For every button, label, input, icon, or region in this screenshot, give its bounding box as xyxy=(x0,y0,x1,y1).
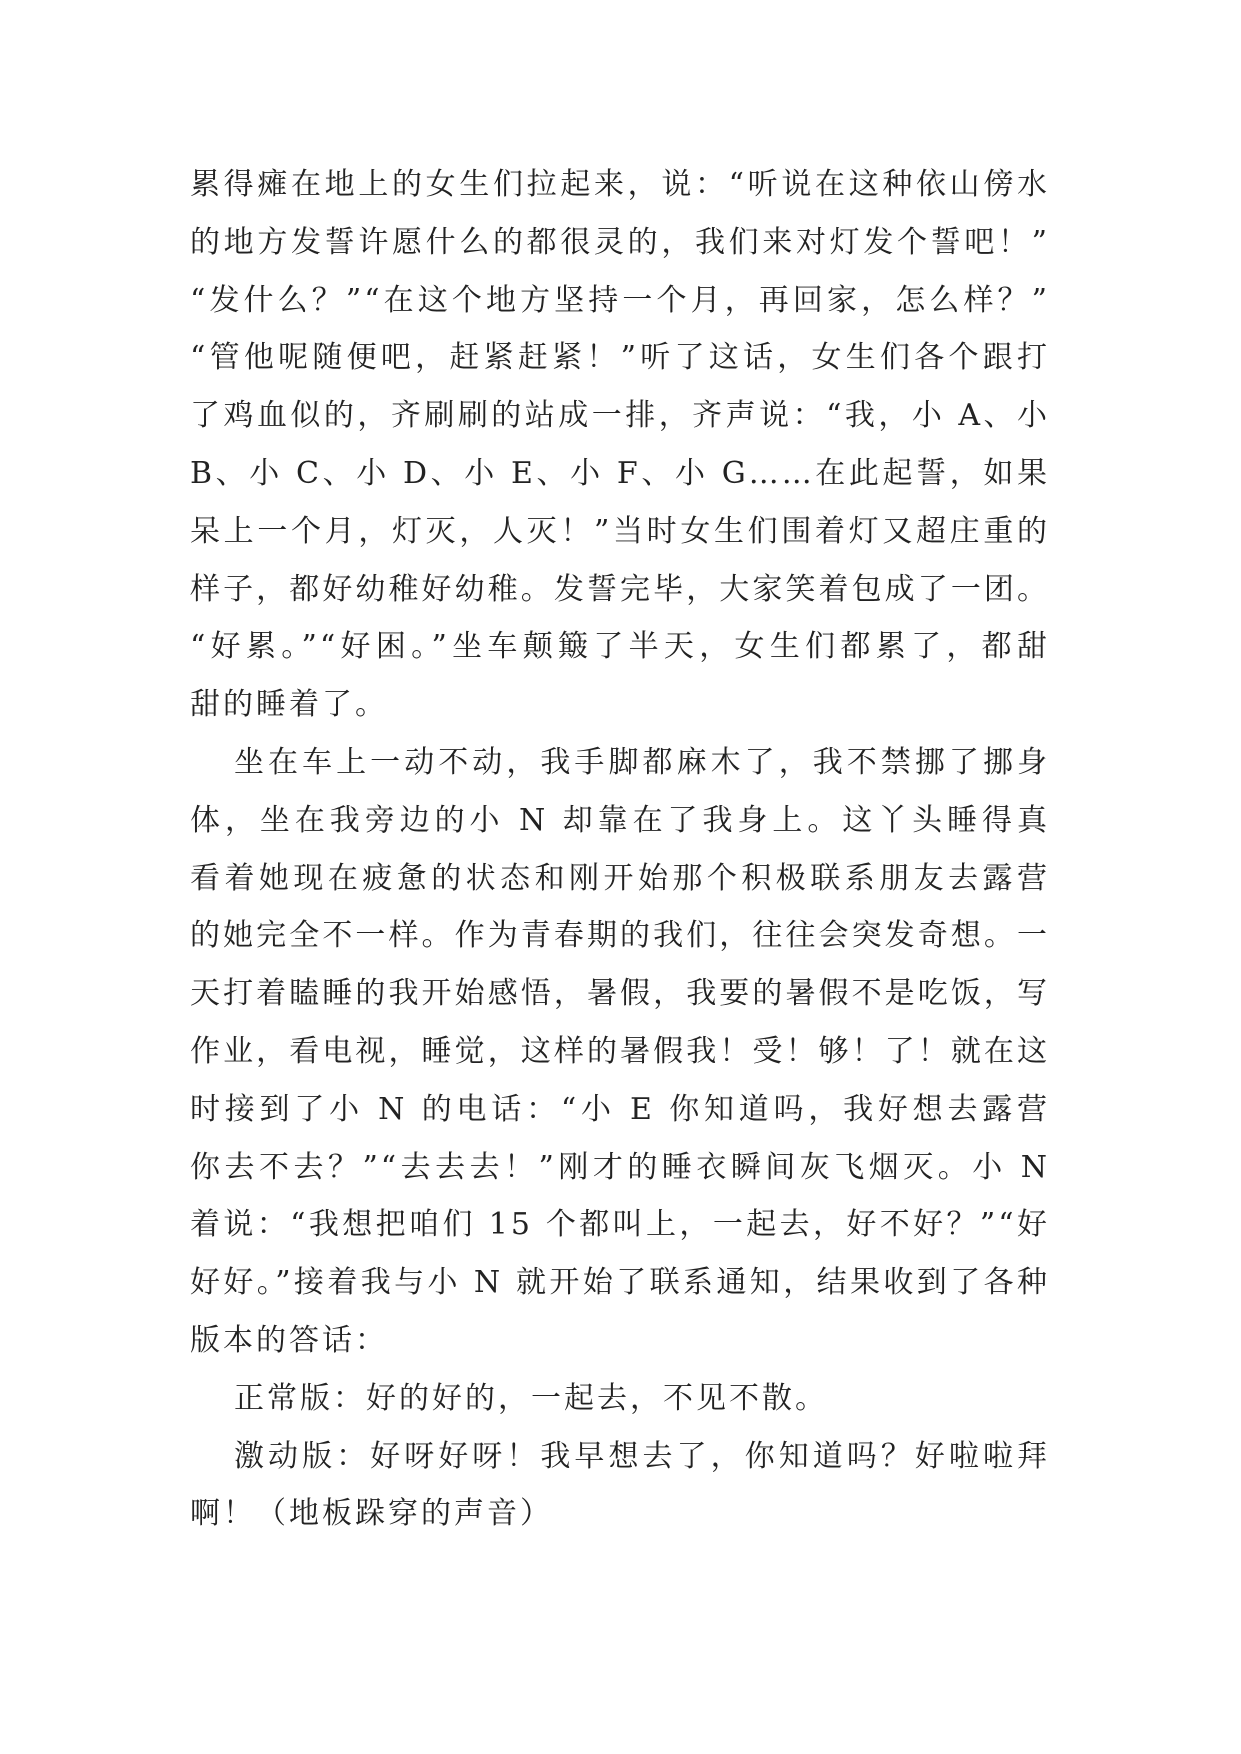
text-line: 天打着瞌睡的我开始感悟，暑假，我要的暑假不是吃饭，写 xyxy=(190,976,1050,1012)
text-line: 作业，看电视，睡觉，这样的暑假我！受！够！了！就在这 xyxy=(190,1033,1050,1069)
text-line: 版本的答话： xyxy=(190,1322,388,1358)
text-line: 时接到了小 N 的电话：“小 E 你知道吗，我好想去露营 xyxy=(190,1091,1050,1127)
text-line: 好好。”接着我与小 N 就开始了联系通知，结果收到了各种 xyxy=(190,1265,1050,1301)
text-line: 甜的睡着了。 xyxy=(190,687,388,723)
text-line: 激动版：好呀好呀！我早想去了，你知道吗？好啦啦拜 xyxy=(234,1438,1050,1474)
text-line: 着说：“我想把咱们 15 个都叫上，一起去，好不好？”“好 xyxy=(190,1207,1050,1243)
body-text xyxy=(190,156,1050,1543)
text-line: 了鸡血似的，齐刷刷的站成一排，齐声说：“我，小 A、小 xyxy=(190,398,1050,434)
text-line: 的她完全不一样。作为青春期的我们，往往会突发奇想。一 xyxy=(190,918,1050,954)
text-line: 坐在车上一动不动，我手脚都麻木了，我不禁挪了挪身 xyxy=(234,744,1050,780)
text-line: “好累。”“好困。”坐车颠簸了半天，女生们都累了，都甜 xyxy=(190,629,1050,665)
text-line: 累得瘫在地上的女生们拉起来，说：“听说在这种依山傍水 xyxy=(190,167,1050,202)
text-line: “发什么？”“在这个地方坚持一个月，再回家，怎么样？” xyxy=(190,282,1050,318)
text-line: 看着她现在疲惫的状态和刚开始那个积极联系朋友去露营 xyxy=(190,860,1050,896)
paragraph xyxy=(190,734,1050,1370)
paragraph xyxy=(190,1428,1050,1544)
text-line: 体，坐在我旁边的小 N 却靠在了我身上。这丫头睡得真 xyxy=(190,802,1050,838)
text-line: 你去不去？”“去去去！”刚才的睡衣瞬间灰飞烟灭。小 N xyxy=(190,1149,1050,1185)
paragraph xyxy=(190,156,1050,734)
text-line: B、小 C、小 D、小 E、小 F、小 G……在此起誓，如果 xyxy=(190,455,1050,491)
text-line: 的地方发誓许愿什么的都很灵的，我们来对灯发个誓吧！” xyxy=(190,224,1050,260)
text-line: 样子，都好幼稚好幼稚。发誓完毕，大家笑着包成了一团。 xyxy=(190,571,1050,607)
text-line: 正常版：好的好的，一起去，不见不散。 xyxy=(234,1380,828,1416)
text-line: “管他呢随便吧，赶紧赶紧！”听了这话，女生们各个跟打 xyxy=(190,340,1050,376)
paragraph xyxy=(190,1370,1050,1428)
text-line: 呆上一个月，灯灭，人灭！”当时女生们围着灯又超庄重的 xyxy=(190,513,1050,549)
text-line: 啊！（地板跺穿的声音） xyxy=(190,1496,553,1532)
